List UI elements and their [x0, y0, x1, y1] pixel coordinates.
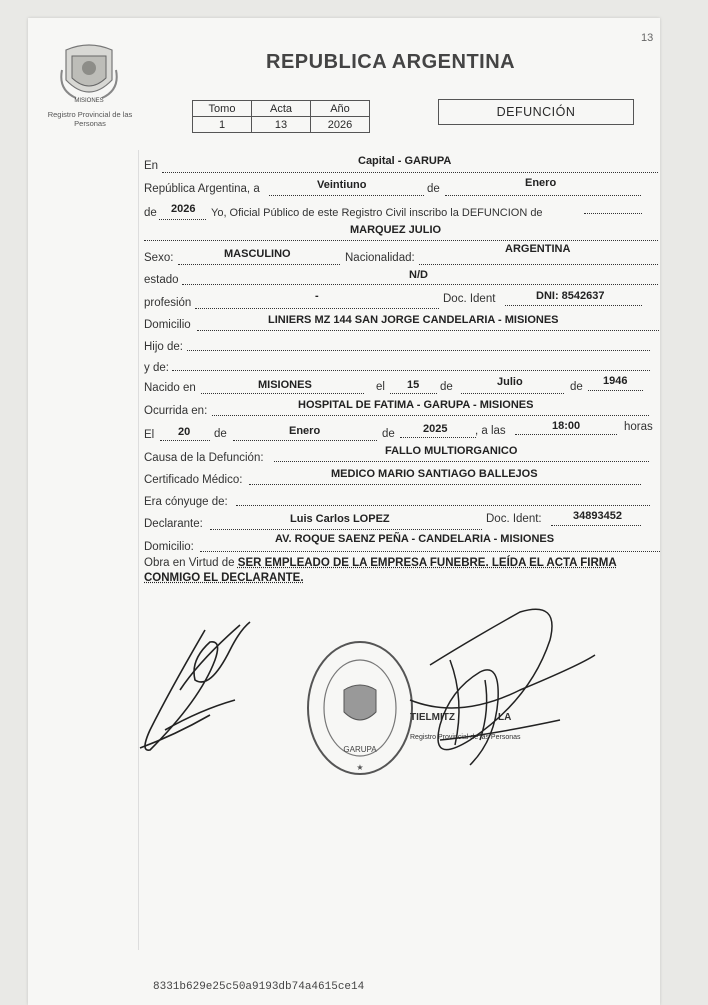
declarante-label: Declarante: [144, 518, 203, 530]
estado-value: N/D [409, 269, 428, 281]
acta-header: Acta [252, 101, 311, 117]
de3-label: de [440, 381, 453, 393]
ocurrida-label: Ocurrida en: [144, 405, 208, 417]
republica-label: República Argentina, a [144, 183, 260, 195]
hijo-label: Hijo de: [144, 341, 183, 353]
right-signature-icon [410, 609, 595, 765]
certificado-label: Certificado Médico: [144, 474, 243, 486]
anio-value: 2026 [311, 117, 370, 133]
nac-dia-value: 15 [407, 379, 420, 391]
certificado-value: MEDICO MARIO SANTIAGO BALLEJOS [331, 468, 538, 480]
dia-value: Veintiuno [317, 179, 367, 191]
causa-label: Causa de la Defunción: [144, 452, 264, 464]
docident2-label: Doc. Ident: [486, 513, 542, 525]
svg-text:GARUPA: GARUPA [343, 745, 377, 754]
de5-label: de [214, 428, 227, 440]
domicilio-label: Domicilio [144, 319, 191, 331]
domicilio-value: LINIERS MZ 144 SAN JORGE CANDELARIA - MISIONES [268, 314, 559, 326]
sexo-label: Sexo: [144, 252, 174, 264]
acta-value: 13 [252, 117, 311, 133]
causa-value: FALLO MULTIORGANICO [385, 445, 518, 457]
nacionalidad-label: Nacionalidad: [345, 252, 415, 264]
document-hash: 8331b629e25c50a9193db74a4615ce14 [153, 981, 365, 993]
sexo-value: MASCULINO [224, 248, 291, 260]
profesion-value: - [315, 290, 319, 302]
tomo-header: Tomo [193, 101, 252, 117]
nac-mes-value: Julio [497, 376, 523, 388]
estado-label: estado [144, 274, 179, 286]
anio-value: 2026 [171, 203, 196, 215]
yo-label: Yo, Oficial Público de este Registro Civil inscribo la DEFUNCION de [211, 207, 543, 219]
domicilio2-value: AV. ROQUE SAENZ PEÑA - CANDELARIA - MISIONES [275, 533, 555, 545]
obra-value: SER EMPLEADO DE LA EMPRESA FUNEBRE. LEÍDA EL ACTA FIRMA CONMIGO EL DECLARANTE. [144, 557, 617, 584]
nombre-value: MARQUEZ JULIO [350, 224, 442, 236]
de6-label: de [382, 428, 395, 440]
docident-value: DNI: 8542637 [536, 290, 605, 302]
obra-label: Obra en Virtud de [144, 557, 235, 569]
tomo-value: 1 [193, 117, 252, 133]
def-mes-value: Enero [289, 425, 321, 437]
docident-label: Doc. Ident [443, 293, 496, 305]
svg-text:LA: LA [498, 712, 512, 723]
de2-label: de [144, 207, 157, 219]
registry-caption: Registro Provincial de las Personas [47, 110, 133, 128]
officer-stamp-line1: TIELMITZ [410, 712, 455, 723]
page-number: 13 [641, 32, 654, 44]
horas-label: horas [624, 421, 653, 433]
nac-anio-value: 1946 [603, 375, 628, 387]
left-signature-icon [140, 622, 250, 750]
docident2-value: 34893452 [573, 510, 622, 522]
svg-text:★: ★ [356, 763, 364, 772]
round-seal-icon [308, 642, 412, 774]
officer-stamp-line2: Registro Provincial de las Personas [410, 734, 521, 741]
mes-value: Enero [525, 177, 557, 189]
conyuge-label: Era cónyuge de: [144, 496, 228, 508]
en-label: En [144, 160, 159, 172]
anio-header: Año [311, 101, 370, 117]
en-value: Capital - GARUPA [358, 155, 452, 167]
de4-label: de [570, 381, 583, 393]
act-type-box: DEFUNCIÓN [438, 99, 634, 125]
ocurrida-value: HOSPITAL DE FATIMA - GARUPA - MISIONES [298, 399, 534, 411]
alas-label: , a las [475, 425, 506, 437]
def-dia-value: 20 [178, 426, 191, 438]
nacido-label: Nacido en [144, 382, 196, 394]
declarante-value: Luis Carlos LOPEZ [290, 513, 390, 525]
de-label: de [427, 183, 440, 195]
def-anio-value: 2025 [423, 423, 448, 435]
nacionalidad-value: ARGENTINA [505, 243, 571, 255]
profesion-label: profesión [144, 297, 192, 309]
yde-label: y de: [144, 362, 169, 374]
domicilio2-label: Domicilio: [144, 541, 194, 553]
nacido-value: MISIONES [258, 379, 312, 391]
hora-value: 18:00 [552, 420, 581, 432]
page-title: REPUBLICA ARGENTINA [266, 51, 516, 73]
crest-label: MISIONES [74, 98, 104, 104]
el-label: el [376, 381, 385, 393]
el2-label: El [144, 429, 155, 441]
